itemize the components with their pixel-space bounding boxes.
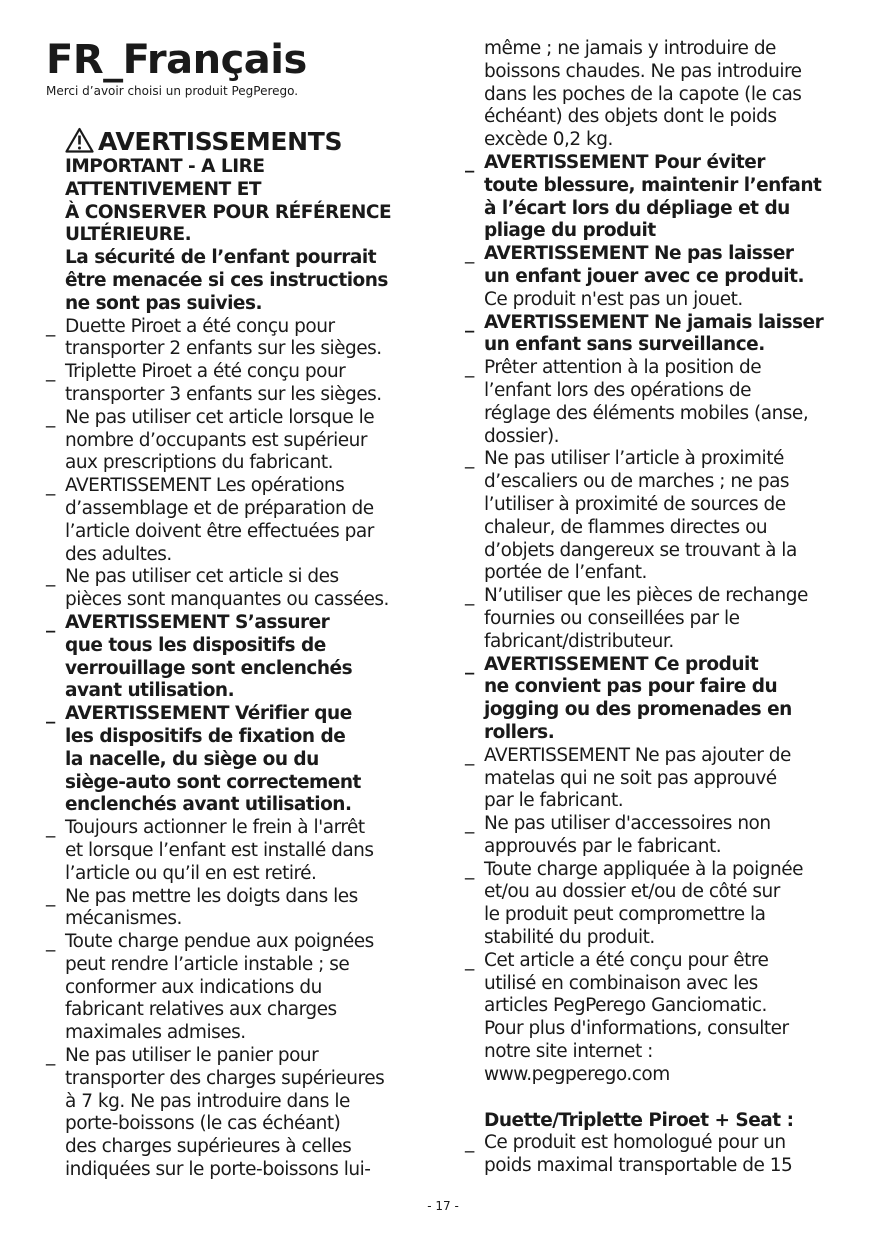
list-item — [46, 566, 430, 612]
page-subtitle: Merci d’avoir choisi un produit PegPerego. — [46, 84, 299, 98]
item-line: les dispositifs de fixation de — [65, 725, 346, 747]
list-item — [46, 475, 430, 566]
item-line: Ne pas utiliser l’article à proximité — [484, 448, 784, 470]
item-line: réglage des éléments mobiles (anse, — [484, 402, 809, 424]
list-dash: _ — [465, 653, 474, 675]
important-line: À CONSERVER POUR RÉFÉRENCE — [65, 201, 392, 223]
safety-line: être menacée si ces instructions — [65, 269, 388, 291]
list-item — [46, 407, 430, 475]
list-item — [46, 886, 430, 932]
item-line: des adultes. — [65, 543, 172, 565]
section-gap — [465, 1087, 855, 1110]
list-item — [465, 152, 855, 243]
item-line: enclenchés avant utilisation. — [65, 794, 352, 816]
item-line: pliage du produit — [484, 220, 656, 242]
list-dash: _ — [46, 885, 55, 907]
item-line: que tous les dispositifs de — [65, 634, 326, 656]
item-line: l’utiliser à proximité de sources de — [484, 493, 786, 515]
item-line: AVERTISSEMENT Ne jamais laisser — [484, 311, 824, 333]
left-column — [46, 38, 430, 1182]
safety-line: La sécurité de l’enfant pourrait — [65, 247, 377, 269]
item-line: siège-auto sont correctement — [65, 771, 361, 793]
item-line: Ne pas mettre les doigts dans les — [65, 885, 358, 907]
item-line: Ce produit n'est pas un jouet. — [484, 288, 743, 310]
warnings-heading — [46, 127, 430, 156]
item-line: Ce produit est homologué pour un — [484, 1132, 786, 1154]
item-line: des charges supérieures à celles — [65, 1136, 352, 1158]
item-line: d’objets dangereux se trouvant à la — [484, 539, 797, 561]
list-item — [46, 361, 430, 407]
list-dash: _ — [46, 361, 55, 383]
item-line: dossier). — [484, 425, 560, 447]
item-line: et lorsque l’enfant est installé dans — [65, 839, 374, 861]
item-line: verrouillage sont enclenchés — [65, 657, 353, 679]
item-line: utilisé en combinaison avec les — [484, 972, 758, 994]
item-line: Toute charge appliquée à la poignée — [484, 858, 803, 880]
item-line: d’escaliers ou de marches ; ne pas — [484, 471, 790, 493]
page-title: FR_Français — [46, 37, 307, 83]
item-line: AVERTISSEMENT Les opérations — [65, 475, 345, 497]
item-line: peut rendre l’article instable ; se — [65, 953, 350, 975]
item-line: maximales admises. — [65, 1022, 246, 1044]
list-item — [465, 357, 855, 448]
item-line: transporter des charges supérieures — [65, 1067, 385, 1089]
list-item — [465, 1132, 855, 1178]
item-line: nombre d’occupants est supérieur — [65, 429, 367, 451]
item-line: Duette Piroet a été conçu pour — [65, 315, 335, 337]
list-dash: _ — [46, 315, 55, 337]
list-item — [46, 612, 430, 703]
list-dash: _ — [465, 744, 474, 766]
item-line: Cet article a été conçu pour être — [484, 949, 769, 971]
list-dash: _ — [46, 931, 55, 953]
item-line: fournies ou conseillées par le — [484, 607, 740, 629]
list-item — [46, 316, 430, 362]
item-line: pièces sont manquantes ou cassées. — [65, 589, 389, 611]
item-line: AVERTISSEMENT Ne pas ajouter de — [484, 744, 791, 766]
item-line: d’assemblage et de préparation de — [65, 497, 374, 519]
item-line: AVERTISSEMENT Ce produit — [484, 653, 759, 675]
list-dash: _ — [465, 949, 474, 971]
list-dash: _ — [46, 703, 55, 725]
list-dash: _ — [46, 611, 55, 633]
list-dash: _ — [46, 1045, 55, 1067]
warning-triangle-icon — [65, 127, 94, 153]
list-dash: _ — [465, 311, 474, 333]
list-item — [465, 448, 855, 585]
list-dash: _ — [465, 151, 474, 173]
list-dash: _ — [465, 357, 474, 379]
item-line: Triplette Piroet a été conçu pour — [65, 361, 346, 383]
item-line: Toute charge pendue aux poignées — [65, 931, 374, 953]
list-dash: _ — [465, 585, 474, 607]
item-line: ne convient pas pour faire du — [484, 676, 778, 698]
website-url[interactable]: www.pegperego.com — [484, 1063, 670, 1085]
item-line: échéant) des objets dont le poids — [484, 106, 777, 128]
important-notice — [46, 156, 430, 316]
item-line: Toujours actionner le frein à l'arrêt — [65, 817, 365, 839]
right-column — [465, 38, 855, 1178]
item-line: poids maximal transportable de 15 — [484, 1155, 793, 1177]
item-line: Ne pas utiliser le panier pour — [65, 1045, 319, 1067]
list-item — [46, 703, 430, 817]
list-item — [465, 654, 855, 745]
item-line: conformer aux indications du — [65, 976, 322, 998]
continued-item — [465, 38, 855, 152]
item-line: fabricant/distributeur. — [484, 630, 674, 652]
important-line: IMPORTANT - A LIRE — [65, 156, 265, 177]
item-line: chaleur, de flammes directes ou — [484, 516, 768, 538]
item-line: porte-boissons (le cas échéant) — [65, 1113, 341, 1135]
item-line: transporter 2 enfants sur les sièges. — [65, 338, 382, 360]
warnings-heading-text: AVERTISSEMENTS — [98, 127, 343, 156]
item-line: Prêter attention à la position de — [484, 357, 762, 379]
list-dash: _ — [465, 813, 474, 835]
item-line: excède 0,2 kg. — [484, 129, 613, 151]
left-warning-list — [46, 316, 430, 1182]
item-line: l’article doivent être effectuées par — [65, 520, 374, 542]
item-line: dans les poches de la capote (le cas — [484, 83, 802, 105]
list-dash: _ — [465, 858, 474, 880]
item-line: indiquées sur le porte-boissons lui- — [65, 1159, 371, 1181]
item-line: AVERTISSEMENT Vérifier que — [65, 703, 352, 725]
important-line: ATTENTIVEMENT ET — [65, 178, 261, 200]
item-line: matelas qui ne soit pas approuvé — [484, 767, 777, 789]
list-dash: _ — [465, 448, 474, 470]
item-line: mécanismes. — [65, 908, 182, 930]
item-line: à l’écart lors du dépliage et du — [484, 197, 790, 219]
item-line: AVERTISSEMENT Ne pas laisser — [484, 243, 794, 265]
item-line: par le fabricant. — [484, 790, 624, 812]
list-item — [465, 950, 855, 1087]
item-line: Ne pas utiliser cet article lorsque le — [65, 406, 375, 428]
list-dash: _ — [46, 406, 55, 428]
item-line: approuvés par le fabricant. — [484, 835, 722, 857]
list-item — [46, 1045, 430, 1182]
item-line: à 7 kg. Ne pas introduire dans le — [65, 1090, 350, 1112]
item-line: Pour plus d'informations, consulter — [484, 1018, 789, 1040]
item-line: aux prescriptions du fabricant. — [65, 452, 334, 474]
item-line: fabricant relatives aux charges — [65, 999, 337, 1021]
list-item — [465, 585, 855, 653]
list-item — [465, 243, 855, 311]
item-line: Ne pas utiliser cet article si des — [65, 566, 339, 588]
item-line: transporter 3 enfants sur les sièges. — [65, 383, 382, 405]
item-line: toute blessure, maintenir l’enfant — [484, 174, 822, 196]
item-line: l’enfant lors des opérations de — [484, 379, 752, 401]
item-line: stabilité du produit. — [484, 927, 655, 949]
item-line: Ne pas utiliser d'accessoires non — [484, 813, 771, 835]
list-item — [46, 931, 430, 1045]
list-dash: _ — [465, 243, 474, 265]
page-number: - 17 - — [427, 1199, 459, 1213]
list-item — [465, 859, 855, 950]
item-line: le produit peut compromettre la — [484, 904, 766, 926]
list-dash: _ — [46, 817, 55, 839]
item-line: la nacelle, du siège ou du — [65, 748, 319, 770]
item-line: un enfant sans surveillance. — [484, 334, 765, 356]
seat-section-heading: Duette/Triplette Piroet + Seat : — [484, 1109, 794, 1131]
item-line: et/ou au dossier et/ou de côté sur — [484, 881, 780, 903]
item-line: avant utilisation. — [65, 680, 235, 702]
item-line: boissons chaudes. Ne pas introduire — [484, 60, 802, 82]
item-line: même ; ne jamais y introduire de — [484, 38, 776, 59]
item-line: AVERTISSEMENT S’assurer — [65, 611, 330, 633]
item-line: l’article ou qu’il en est retiré. — [65, 862, 317, 884]
list-item — [46, 817, 430, 885]
list-dash: _ — [46, 566, 55, 588]
item-line: un enfant jouer avec ce produit. — [484, 265, 804, 287]
item-line: AVERTISSEMENT Pour éviter — [484, 151, 765, 173]
item-line: articles PegPerego Ganciomatic. — [484, 995, 767, 1017]
item-line: jogging ou des promenades en — [484, 699, 792, 721]
list-item — [465, 745, 855, 813]
item-line: notre site internet : — [484, 1041, 653, 1063]
item-line: rollers. — [484, 721, 555, 743]
list-dash: _ — [465, 1132, 474, 1154]
important-line: ULTÉRIEURE. — [65, 224, 192, 246]
list-item — [465, 312, 855, 358]
safety-line: ne sont pas suivies. — [65, 292, 263, 314]
right-warning-list — [465, 152, 855, 1087]
item-line: portée de l’enfant. — [484, 562, 647, 584]
list-item — [465, 813, 855, 859]
item-line: N’utiliser que les pièces de rechange — [484, 585, 808, 607]
list-dash: _ — [46, 475, 55, 497]
